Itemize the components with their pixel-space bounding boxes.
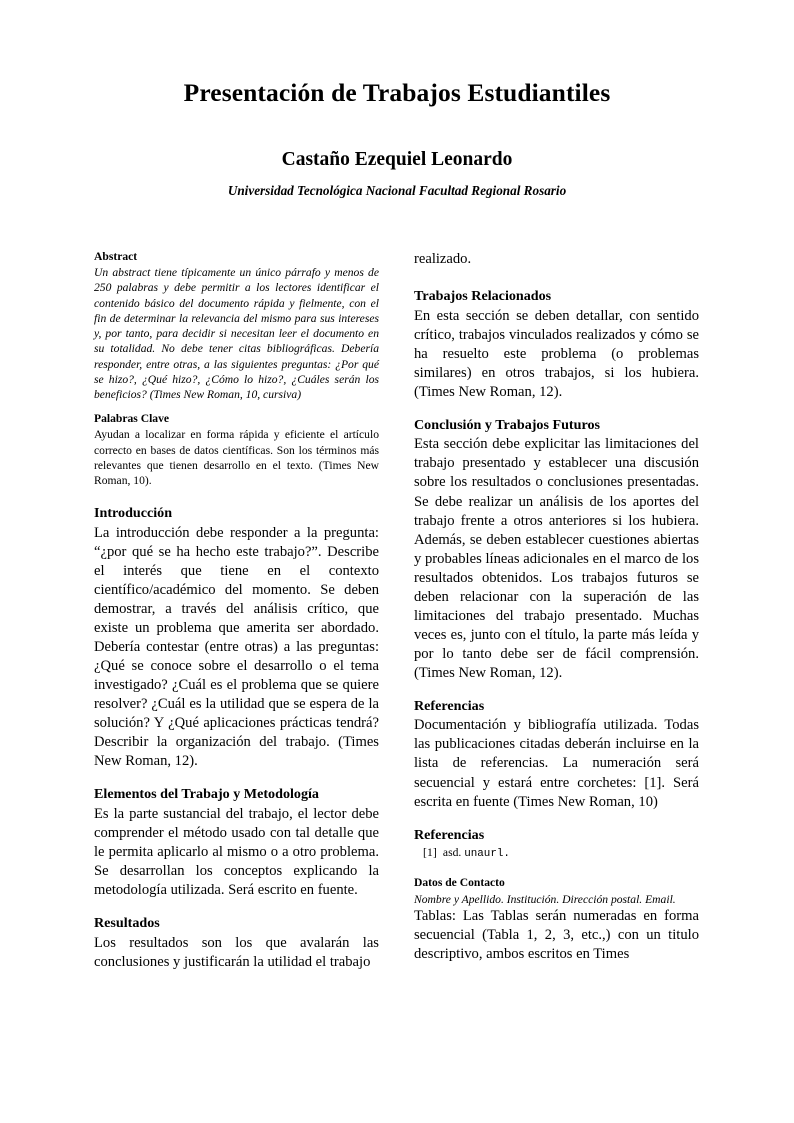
spacer bbox=[94, 488, 379, 505]
results-body: Los resultados son los que avalarán las conclusiones y justificarán la utilidad el trabajo bbox=[94, 934, 379, 970]
abstract-heading: Abstract bbox=[94, 250, 138, 263]
conclusion-heading: Conclusión y Trabajos Futuros bbox=[414, 416, 600, 433]
related-work-heading: Trabajos Relacionados bbox=[414, 288, 552, 305]
left-column bbox=[94, 250, 379, 972]
conclusion-body: Esta sección debe explicitar las limitaciones del trabajo presentado y establecer una discusión sobre los resultados o conclusiones presentadas. Se debe realizar un análisis de los aportes del trabajo frente a otros anteriores si los hubiera. Además, se deben establecer cuestiones abiertas y probables líneas adicionales en el marco de los resultados obtenidos. Los trabajos futuros se deben relacionar con la superación de las limitaciones del trabajo presentado. Muchas veces es, junto con el título, la parte más leída y por lo tanto debe ser de fácil comprensión. (Times New Roman, 12). bbox=[414, 436, 699, 681]
references-info-heading: Referencias bbox=[414, 697, 485, 714]
author-name: Castaño Ezequiel Leonardo bbox=[281, 148, 513, 170]
right-column bbox=[414, 250, 699, 964]
spacer bbox=[94, 402, 379, 412]
spacer bbox=[414, 402, 699, 417]
page-title: Presentación de Trabajos Estudiantiles bbox=[183, 78, 611, 107]
methodology-body: Es la parte sustancial del trabajo, el lector debe comprender el método usado con tal detalle que le permita aplicarlo al mismo o a otro problema. Se desarrollan los conceptos explicando la metodología utilizada. Será escrito en fuente. bbox=[94, 805, 379, 899]
references-list-heading: Referencias bbox=[414, 826, 485, 843]
methodology-heading: Elementos del Trabajo y Metodología bbox=[94, 786, 319, 803]
contact-heading: Datos de Contacto bbox=[414, 876, 505, 890]
document-header bbox=[0, 0, 794, 199]
keywords-body: Ayudan a localizar en forma rápida y eficiente el artículo correcto en bases de datos científicas. Son los términos más relevantes que tienen desarrollo en el texto. (Times New Roman, 10). bbox=[94, 428, 379, 488]
body-columns bbox=[94, 250, 700, 972]
reference-entry bbox=[423, 845, 699, 861]
spacer bbox=[414, 812, 699, 827]
introduction-body: La introducción debe responder a la pregunta: “¿por qué se ha hecho este trabajo?”. Describe el interés que tiene en el contexto científico/académico del momento. Se deben demostrar, a través del análisis crítico, que existe un problema que amerita ser abordado. Debería contestar (entre otras) a las preguntas: ¿Qué se conoce sobre el desarrollo o el tema investigado? ¿Cuál es el problema que se quiere resolver? ¿Cuál es la utilidad que se espera de la solución? Y ¿Qué aplicaciones prácticas tendrá? Describir la organización del trabajo. (Times New Roman, 12). bbox=[94, 524, 379, 770]
contact-body: Nombre y Apellido. Institución. Dirección postal. Email. bbox=[414, 892, 676, 906]
related-work-body: En esta sección se deben detallar, con sentido crítico, trabajos vinculados realizados y cómo se ha resuelto este problema (o problemas similares) en otros trabajos, si los hubiera. (Times New Roman, 12). bbox=[414, 307, 699, 400]
section-contact bbox=[414, 876, 699, 906]
section-methodology bbox=[94, 786, 379, 900]
section-related-work bbox=[414, 288, 699, 402]
section-keywords bbox=[94, 412, 379, 488]
reference-text: asd. bbox=[442, 846, 462, 860]
section-conclusion bbox=[414, 417, 699, 683]
keywords-heading: Palabras Clave bbox=[94, 412, 170, 426]
section-abstract bbox=[94, 250, 379, 402]
spacer bbox=[414, 861, 699, 876]
introduction-heading: Introducción bbox=[94, 505, 173, 522]
reference-url: unaurl. bbox=[464, 848, 510, 861]
spacer bbox=[94, 900, 379, 915]
results-heading: Resultados bbox=[94, 915, 160, 932]
section-references-list bbox=[414, 827, 699, 862]
references-info-body: Documentación y bibliografía utilizada. Todas las publicaciones citadas deberán incluirse en la lista de referencias. La numeración será secuencial y estará entre corchetes: [1]. Será escrita en fuente (Times New Roman, 10) bbox=[414, 717, 699, 810]
tables-note: Tablas: Las Tablas serán numeradas en forma secuencial (Tabla 1, 2, 3, etc.,) con un titulo descriptivo, ambos escritos en Times bbox=[414, 907, 699, 962]
abstract-body: Un abstract tiene típicamente un único párrafo y menos de 250 palabras y debe permitir a los lectores identificar el contenido básico del documento rápida y fielmente, con el fin de determinar la relevancia del mismo para sus intereses y, por tanto, para decidir si necesitan leer el documento en su totalidad. No debe tener citas bibliográficas. Debería responder, entre otras, a las siguientes preguntas: ¿Por qué se hizo?, ¿Qué hizo?, ¿Cómo lo hizo?, ¿Cuáles serán los beneficios? (Times New Roman, 10, cursiva) bbox=[94, 266, 379, 402]
results-continuation: realizado. bbox=[414, 251, 472, 267]
spacer bbox=[94, 771, 379, 786]
reference-number: [1] bbox=[423, 846, 438, 860]
author-affiliation: Universidad Tecnológica Nacional Facultad Regional Rosario bbox=[227, 182, 567, 198]
section-references-info bbox=[414, 698, 699, 812]
section-results bbox=[94, 915, 379, 972]
spacer bbox=[414, 269, 699, 288]
spacer bbox=[414, 683, 699, 698]
section-introduction bbox=[94, 505, 379, 771]
